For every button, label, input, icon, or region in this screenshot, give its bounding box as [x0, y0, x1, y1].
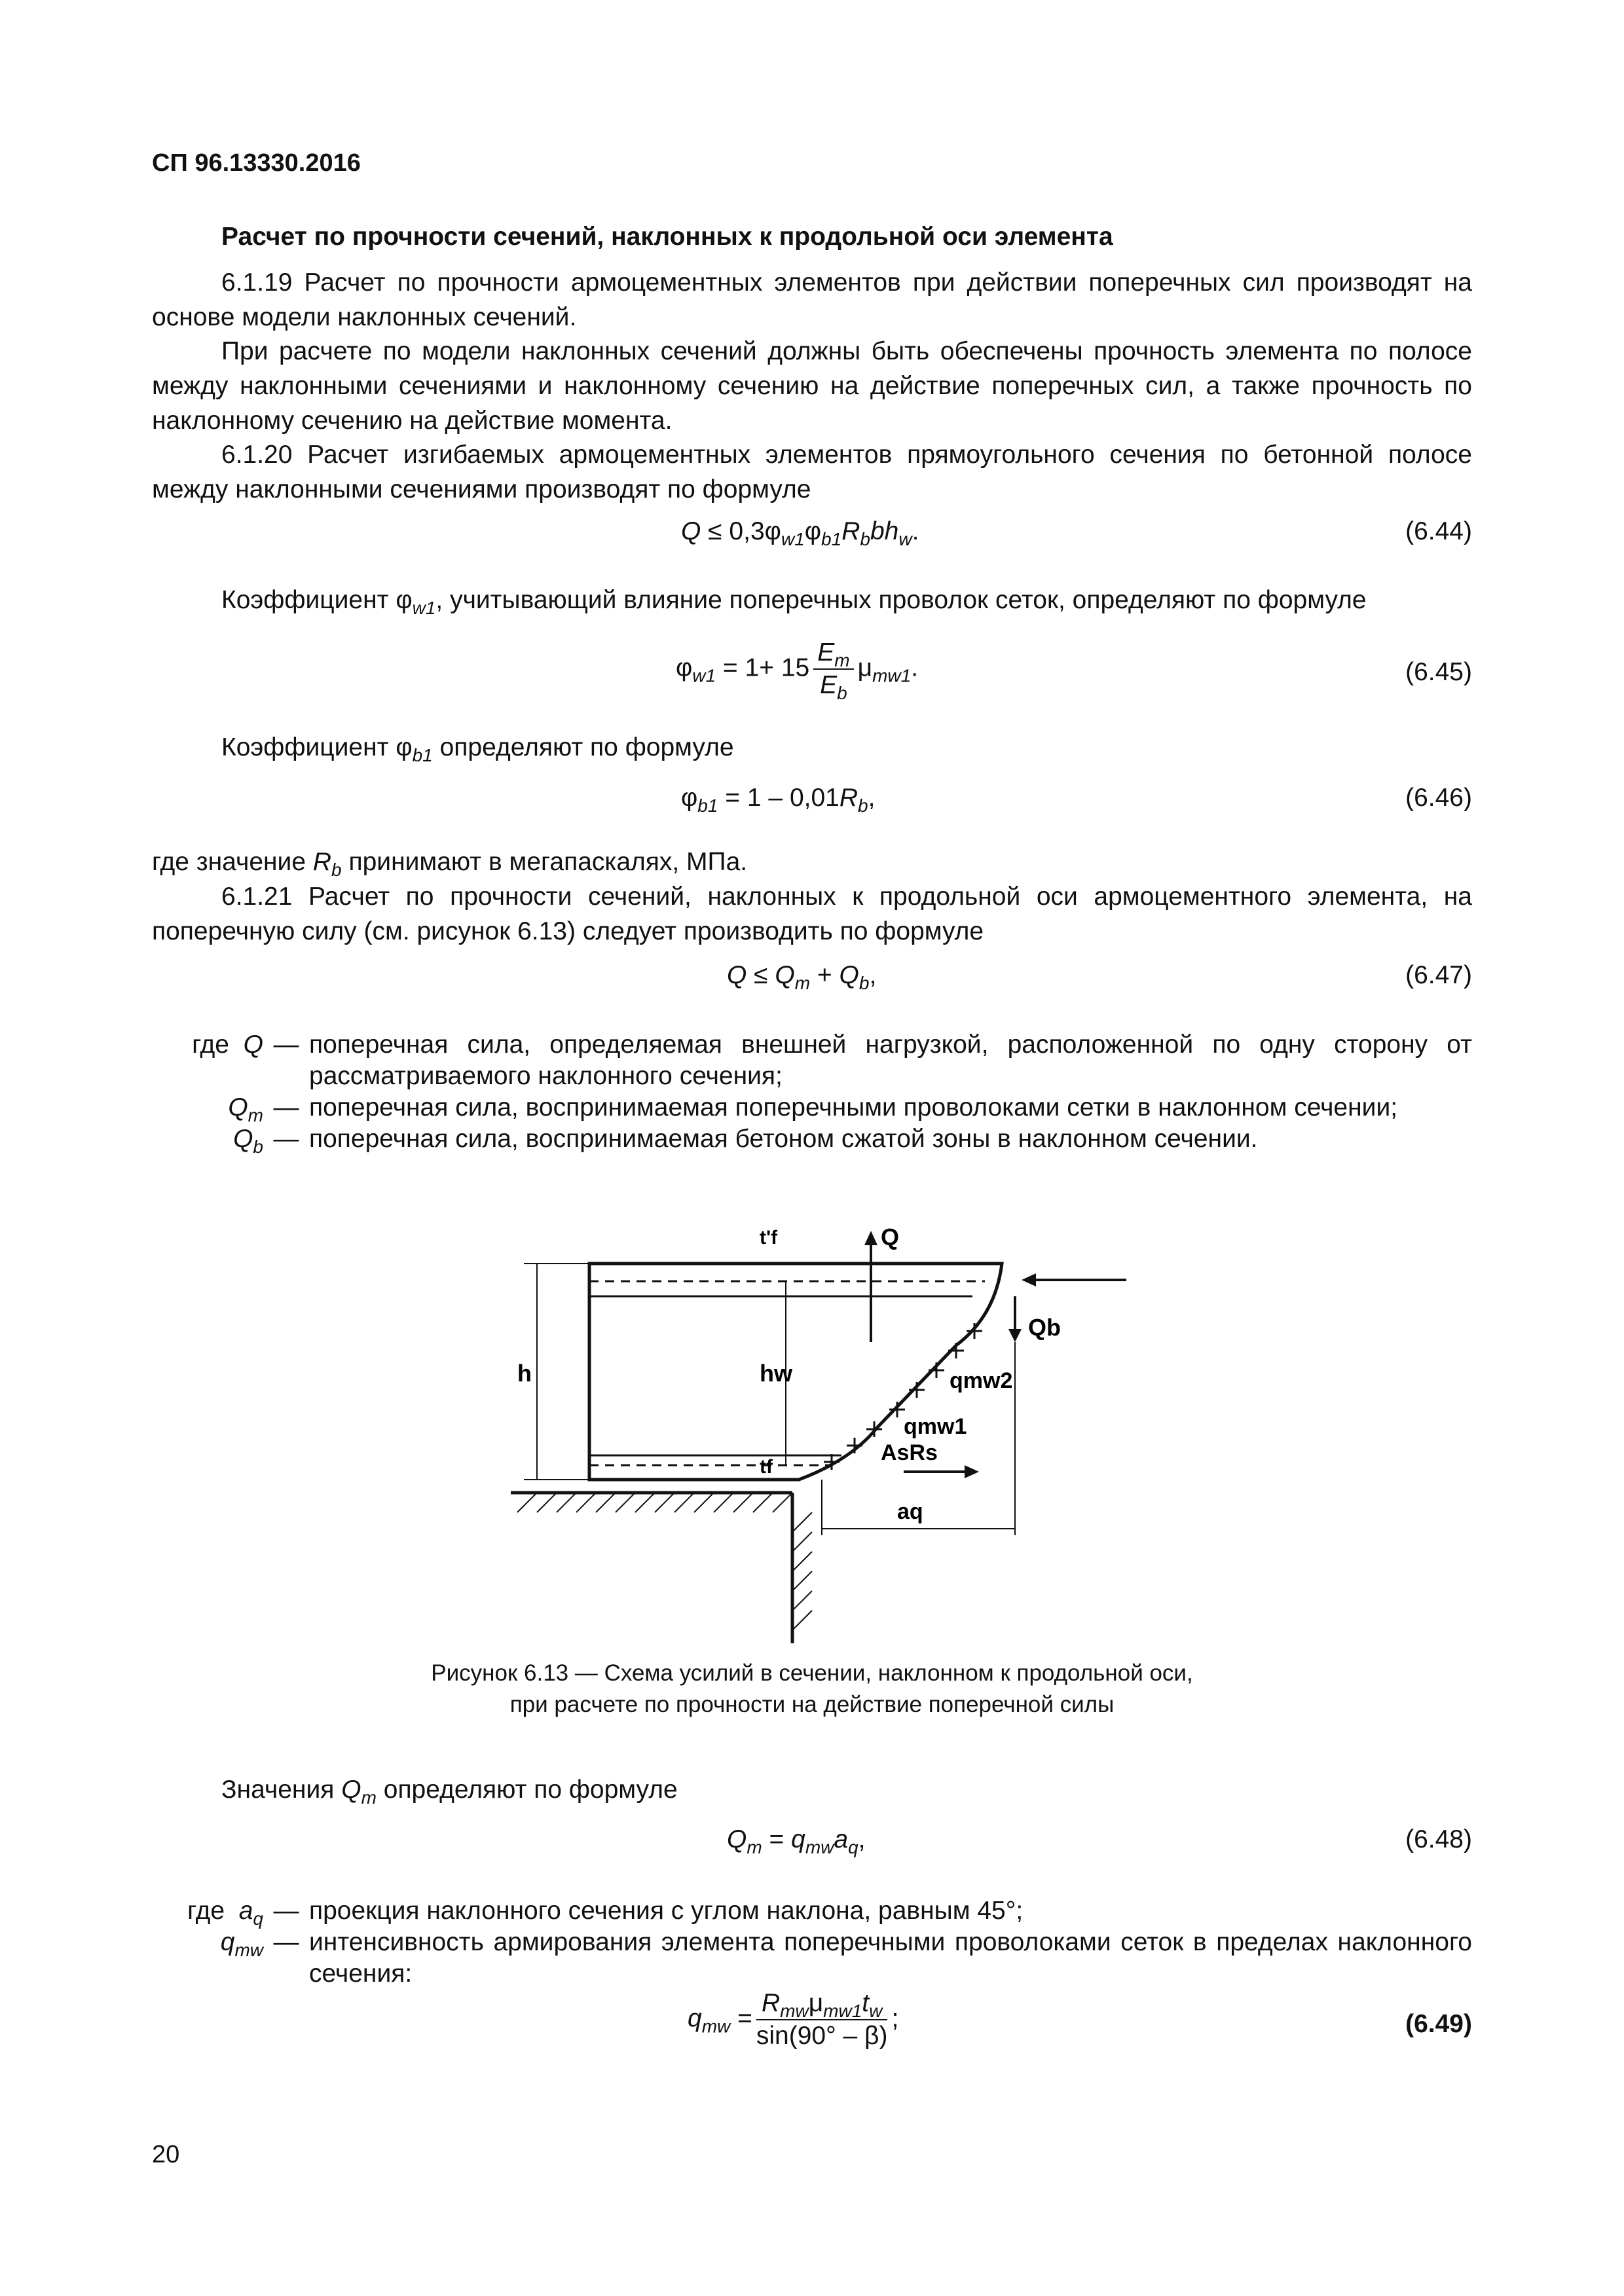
label-qmw1: qmw1 [904, 1414, 967, 1439]
paragraph-model: При расчете по модели наклонных сечений должны быть обеспечены прочность элемента по полосе между наклонными сечениями и наклонному сечению на действие поперечных сил, а также прочность по наклонному сечению на действие момента. [152, 337, 1472, 435]
paragraph-6-1-19: 6.1.19 Расчет по прочности армоцементных элементов при действии поперечных сил производят на основе модели наклонных сечений. [152, 268, 1472, 331]
definition-dash: — [273, 1125, 299, 1153]
definition-symbol: $Q_m$ [228, 1093, 263, 1125]
caption-line-1: Рисунок 6.13 — Схема усилий в сечении, наклонном к продольной оси, [431, 1660, 1193, 1686]
definition-aq [152, 1895, 1472, 1927]
arrowhead-qb [1008, 1329, 1022, 1342]
label-hw: hw [760, 1360, 792, 1387]
definition-text: поперечная сила, определяемая внешней нагрузкой, расположенной по одну сторону от рассматриваемого наклонного сечения; [309, 1030, 1472, 1090]
definition-text: поперечная сила, воспринимаемая бетоном сжатой зоны в наклонном сечении. [309, 1125, 1258, 1153]
formula-6-48: $Q_m = q_{mw}a_q$, [727, 1825, 866, 1857]
formula-number-6-47: (6.47) [1405, 961, 1472, 989]
label-tf-bottom: tf [760, 1456, 773, 1478]
definitions-list-1 [152, 1029, 1472, 1155]
caption-line-2: при расчете по прочности на действие поперечной силы [509, 1692, 1115, 1717]
arrowhead-horizontal [1022, 1273, 1036, 1286]
formula-number-6-45: (6.45) [1405, 658, 1472, 686]
definitions-list-2 [152, 1895, 1472, 1990]
phi-w1-intro: Коэффициент [221, 586, 389, 614]
definition-symbol: где Q [192, 1030, 263, 1059]
label-h: h [517, 1360, 532, 1387]
formula-number-6-46: (6.46) [1405, 784, 1472, 812]
phi-w1-desc: , учитывающий влияние поперечных проволок сеток, определяют по формуле [435, 586, 1367, 614]
definition-symbol: $Q_b$ [233, 1125, 263, 1157]
figure-6-13-diagram [498, 1205, 1126, 1643]
paragraph-rb-units: где значение $R_b$ принимают в мегапаскалях, МПа. [152, 848, 748, 880]
formula-number-6-48: (6.48) [1405, 1825, 1472, 1853]
rb-intro: где значение [152, 848, 306, 876]
paragraph-phi-b1: Коэффициент $\varphi_{b1}$ определяют по формуле [221, 733, 734, 765]
formula-6-49: $q_{mw}$ = $\frac{R_{mw}\mu_{mw1}t_w}{\sin(90^\circ - \beta)}$ ; [688, 1989, 899, 2050]
support-hatch [517, 1493, 812, 1630]
definition-dash: — [273, 1897, 299, 1925]
label-qmw2: qmw2 [950, 1368, 1013, 1393]
definition-text: поперечная сила, воспринимаемая поперечными проволоками сетки в наклонном сечении; [309, 1093, 1398, 1121]
definition-symbol: $q_{mw}$ [220, 1928, 263, 1960]
arrowhead-q [864, 1231, 877, 1245]
formula-6-46: $\varphi_{b1} = 1 - 0,01R_b$, [681, 784, 876, 816]
definition-symbol: где $a_q$ [187, 1897, 263, 1929]
phi-b1-desc: определяют по формуле [439, 733, 734, 761]
qm-intro: Значения [221, 1776, 335, 1804]
phi-b1-intro: Коэффициент [221, 733, 389, 761]
definition-dash: — [273, 1093, 299, 1121]
definition-q [152, 1029, 1472, 1092]
figure-caption [152, 1658, 1472, 1721]
definition-text: проекция наклонного сечения с углом наклона, равным 45°; [309, 1897, 1024, 1925]
definition-text: интенсивность армирования элемента поперечными проволоками сеток в пределах наклонного сечения: [309, 1928, 1472, 1988]
formula-6-44: $Q \le 0,3\varphi_{w1}\varphi_{b1}R_bbh_w$. [681, 517, 919, 549]
paragraph-6-1-21: 6.1.21 Расчет по прочности сечений, наклонных к продольной оси армоцементного элемента, на поперечную силу (см. рисунок 6.13) следует производить по формуле [152, 883, 1472, 945]
document-id: СП 96.13330.2016 [152, 149, 361, 177]
definition-qb [152, 1123, 1472, 1155]
page-number: 20 [152, 2141, 180, 2168]
qm-desc: определяют по формуле [383, 1776, 678, 1804]
formula-6-47: $Q \le Q_m + Q_b$, [727, 961, 877, 993]
definition-dash: — [273, 1928, 299, 1956]
label-tf-top: t'f [760, 1227, 778, 1248]
definition-dash: — [273, 1030, 299, 1059]
label-q: Q [881, 1224, 900, 1250]
paragraph-qm: Значения $Q_m$ определяют по формуле [221, 1776, 678, 1808]
definition-qm [152, 1092, 1472, 1123]
formula-number-6-49: (6.49) [1405, 2010, 1472, 2038]
label-aq: aq [897, 1499, 923, 1524]
formula-6-45: $\varphi_{w1} = 1+ 15$ $\frac{E_m}{E_b}$ $\mu_{mw1}$. [676, 638, 919, 703]
formula-number-6-44: (6.44) [1405, 517, 1472, 545]
label-qb: Qb [1028, 1314, 1061, 1341]
definition-qmw [152, 1927, 1472, 1990]
paragraph-6-1-20: 6.1.20 Расчет изгибаемых армоцементных элементов прямоугольного сечения по бетонной полосе между наклонными сечениями производят по формуле [152, 441, 1472, 503]
rb-desc: принимают в мегапаскалях, МПа. [348, 848, 748, 876]
label-asrs: AsRs [881, 1440, 938, 1465]
section-heading: Расчет по прочности сечений, наклонных к продольной оси элемента [221, 223, 1113, 251]
paragraph-phi-w1: Коэффициент $\varphi_{w1}$, учитывающий влияние поперечных проволок сеток, определяют по формуле [221, 586, 1367, 618]
arrowhead-asrs [965, 1465, 979, 1478]
